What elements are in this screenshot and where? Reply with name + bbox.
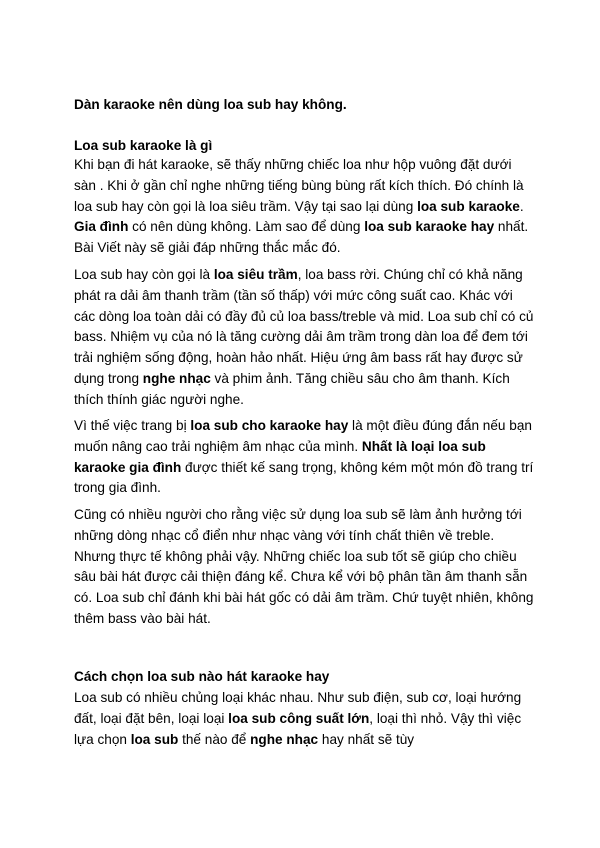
bold-term-gia-dinh: Gia đình <box>74 219 129 235</box>
paragraph-recommendation <box>74 416 534 499</box>
bold-term-loa-sub: loa sub <box>130 731 179 747</box>
text-run: Loa sub hay còn gọi là <box>74 267 214 282</box>
text-run: Vì thế việc trang bị <box>74 418 191 433</box>
text-run: thế nào để <box>178 731 251 747</box>
bold-term-loa-sub-karaoke-hay: loa sub karaoke hay <box>364 219 495 235</box>
text-run: và phim ảnh. Tăng chiều sâu cho âm thanh. Kích thích thính giác người nghe. <box>74 370 510 407</box>
bold-term-loa-sub-karaoke: loa sub karaoke <box>417 198 520 214</box>
text-run: nhất. Bài Viết này sẽ giải đáp những thắc mắc đó. <box>74 219 529 256</box>
text-run: Khi bạn đi hát karaoke, sẽ thấy những chiếc loa như hộp vuông đặt dưới sàn . Khi ở gần chỉ nghe những tiếng bùng bùng rất kích thích. Đó chính là loa sub hay còn gọi là loa siêu trầm. Vậy tại sao lại dùng <box>74 157 524 214</box>
bold-term-loa-sieu-tram: loa siêu trầm <box>213 267 298 282</box>
text-run: Loa sub có nhiều chủng loại khác nhau. Như sub điện, sub cơ, loại hướng đất, loại đặt bên, loại loại <box>74 690 522 726</box>
text-run: có nên dùng không. Làm sao để dùng <box>128 219 365 235</box>
bold-term-nghe-nhac: nghe nhạc <box>250 731 319 747</box>
bold-term-nghe-nhac: nghe nhạc <box>142 370 211 386</box>
text-run: hay nhất sẽ tùy <box>318 731 415 747</box>
document-title: Dàn karaoke nên dùng loa sub hay không. <box>74 97 347 112</box>
paragraph-misconception: Cũng có nhiều người cho rằng việc sử dụng loa sub sẽ làm ảnh hưởng tới những dòng nhạc cổ điển như nhạc vàng với tính chất thiên về treble. Nhưng thực tế không phải vậy. Những chiếc loa sub tốt sẽ giúp cho chiều sâu bài hát được cải thiện đáng kể. Chưa kể với bộ phân tần âm thanh sẵn có. Loa sub chỉ đánh khi bài hát gốc có dải âm trầm. Chứ tuyệt nhiên, không thêm bass vào bài hát. <box>74 507 534 626</box>
text-run: . <box>519 198 524 214</box>
bold-term-loa-sub-karaoke-gia-dinh: Nhất là loại loa sub karaoke gia đình <box>74 438 486 475</box>
paragraph-types <box>74 688 534 750</box>
section-heading-how-to-choose: Cách chọn loa sub nào hát karaoke hay <box>74 669 330 684</box>
text-run: được thiết kế sang trọng, không kém một món đồ trang trí trong gia đình. <box>74 459 534 496</box>
text-run: , loại thì nhỏ. Vậy thì việc lựa chọn <box>74 710 522 747</box>
text-run: , loa bass rời. Chúng chỉ có khả năng phát ra dải âm thanh trầm (tần số thấp) với mức công suất cao. Khác với các dòng loa toàn dải có đầy đủ củ loa bass/treble và mid. Loa sub chỉ có củ bass. Nhiệm vụ của nó là tăng cường dải âm trầm trong dàn loa để đem tới trải nghiệm sống động, hoàn hảo nhất. Hiệu ứng âm bass rất hay được sử dụng trong <box>74 267 534 386</box>
bold-term-loa-sub-cong-suat-lon: loa sub công suất lớn <box>228 710 370 726</box>
paragraph-definition <box>74 265 534 411</box>
section-heading-what-is-sub: Loa sub karaoke là gì <box>74 138 213 153</box>
text-run: là một điều đúng đắn nếu bạn muốn nâng cao trải nghiệm âm nhạc của mình. <box>74 418 532 454</box>
bold-term-loa-sub-cho-karaoke-hay: loa sub cho karaoke hay <box>190 418 349 433</box>
paragraph-intro <box>74 155 534 259</box>
